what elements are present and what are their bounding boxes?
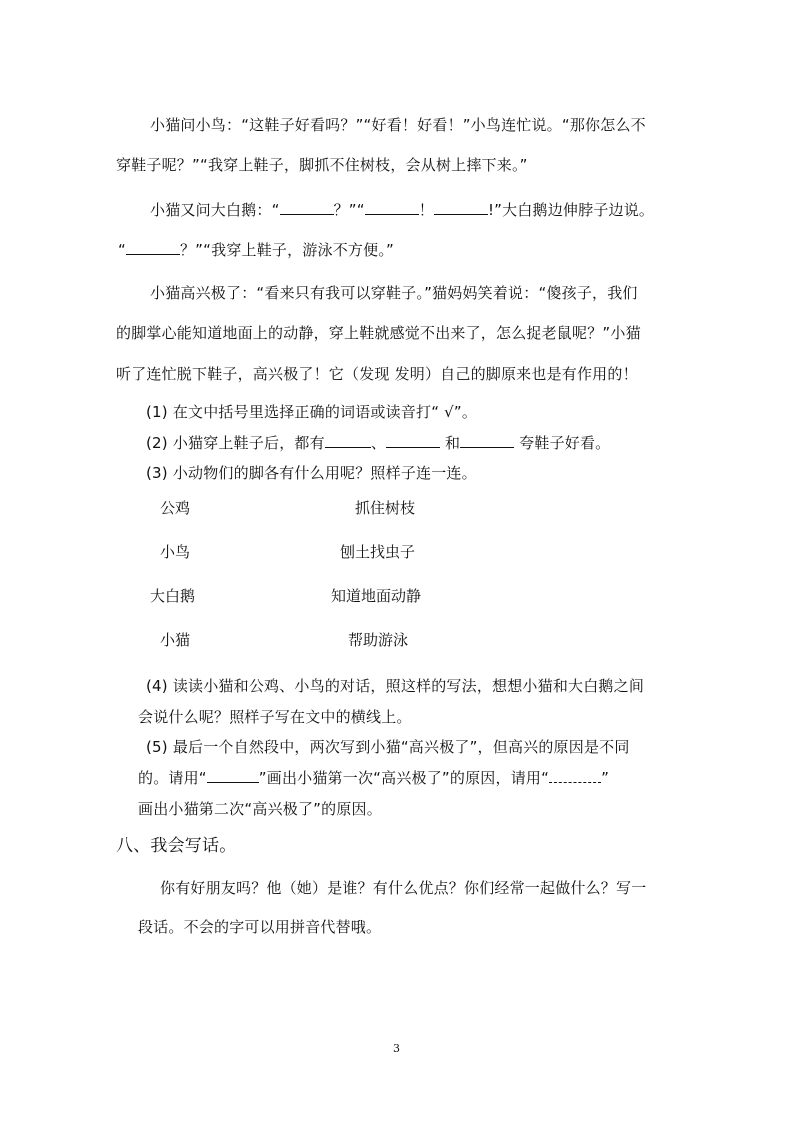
story-line: 听了连忙脱下鞋子，高兴极了！它（发现 发明）自己的脚原来也是有作用的！ bbox=[116, 365, 638, 383]
answer-blank[interactable] bbox=[365, 200, 419, 215]
text-segment: 的。请用“ bbox=[138, 769, 207, 787]
text-segment: 小猫又问大白鹅：“ bbox=[150, 201, 280, 219]
answer-blank[interactable] bbox=[325, 433, 371, 448]
text-segment: 和 bbox=[440, 434, 461, 452]
text-segment: ”画出小猫第一次“高兴极了”的原因，请用“ bbox=[258, 769, 550, 787]
match-animal[interactable]: 大白鹅 bbox=[150, 587, 196, 605]
match-animal[interactable]: 小猫 bbox=[160, 631, 191, 649]
question-3: (3) 小动物们的脚各有什么用呢？照样子连一连。 bbox=[146, 464, 477, 482]
text-segment: ” bbox=[601, 769, 610, 787]
answer-blank[interactable] bbox=[207, 768, 259, 783]
text-segment: ！ bbox=[418, 201, 434, 219]
answer-blank[interactable] bbox=[549, 768, 601, 783]
story-line bbox=[118, 240, 394, 260]
answer-blank[interactable] bbox=[434, 200, 488, 215]
story-line: 穿鞋子呢？”“我穿上鞋子，脚抓不住树枝，会从树上摔下来。” bbox=[116, 156, 528, 174]
answer-blank[interactable] bbox=[386, 433, 440, 448]
page-number: 3 bbox=[393, 1042, 400, 1055]
question-2 bbox=[146, 433, 610, 453]
match-use[interactable]: 刨土找虫子 bbox=[340, 543, 416, 561]
text-segment: (2) 小猫穿上鞋子后，都有 bbox=[146, 434, 325, 452]
answer-blank[interactable] bbox=[126, 240, 180, 255]
answer-blank[interactable] bbox=[280, 200, 334, 215]
question-1: (1) 在文中括号里选择正确的词语或读音打“ √”。 bbox=[146, 403, 478, 421]
text-segment: ？”“ bbox=[333, 201, 365, 219]
writing-prompt: 你有好朋友吗？他（她）是谁？有什么优点？你们经常一起做什么？写一 bbox=[160, 879, 647, 897]
question-4: (4) 读读小猫和公鸡、小鸟的对话，照这样的写法，想想小猫和大白鹅之间 bbox=[146, 677, 645, 695]
story-line: 小猫问小鸟：“这鞋子好看吗？”“好看！好看！”小鸟连忙说。“那你怎么不 bbox=[150, 116, 646, 134]
text-segment: 夸鞋子好看。 bbox=[514, 434, 611, 452]
text-segment: “ bbox=[118, 241, 126, 259]
answer-blank[interactable] bbox=[460, 433, 514, 448]
question-4: 会说什么呢？照样子写在文中的横线上。 bbox=[138, 708, 412, 726]
writing-prompt: 段话。不会的字可以用拼音代替哦。 bbox=[138, 918, 382, 936]
story-line bbox=[150, 200, 654, 220]
story-line: 的脚掌心能知道地面上的动静，穿上鞋就感觉不出来了，怎么捉老鼠呢？”小猫 bbox=[116, 324, 641, 342]
question-5: 画出小猫第二次“高兴极了”的原因。 bbox=[138, 800, 382, 818]
match-animal[interactable]: 小鸟 bbox=[160, 543, 191, 561]
match-use[interactable]: 抓住树枝 bbox=[355, 499, 416, 517]
question-5 bbox=[138, 768, 609, 788]
text-segment: ？”“我穿上鞋子，游泳不方便。” bbox=[179, 241, 394, 259]
text-segment: 、 bbox=[370, 434, 387, 452]
section-heading: 八、我会写话。 bbox=[116, 836, 237, 856]
match-animal[interactable]: 公鸡 bbox=[160, 499, 191, 517]
question-5: (5) 最后一个自然段中，两次写到小猫“高兴极了”，但高兴的原因是不同 bbox=[146, 738, 630, 756]
story-line: 小猫高兴极了：“看来只有我可以穿鞋子。”猫妈妈笑着说：“傻孩子，我们 bbox=[150, 284, 638, 302]
text-segment: !”大白鹅边伸脖子边说。 bbox=[487, 201, 655, 219]
match-use[interactable]: 知道地面动静 bbox=[331, 587, 422, 605]
match-use[interactable]: 帮助游泳 bbox=[348, 631, 409, 649]
